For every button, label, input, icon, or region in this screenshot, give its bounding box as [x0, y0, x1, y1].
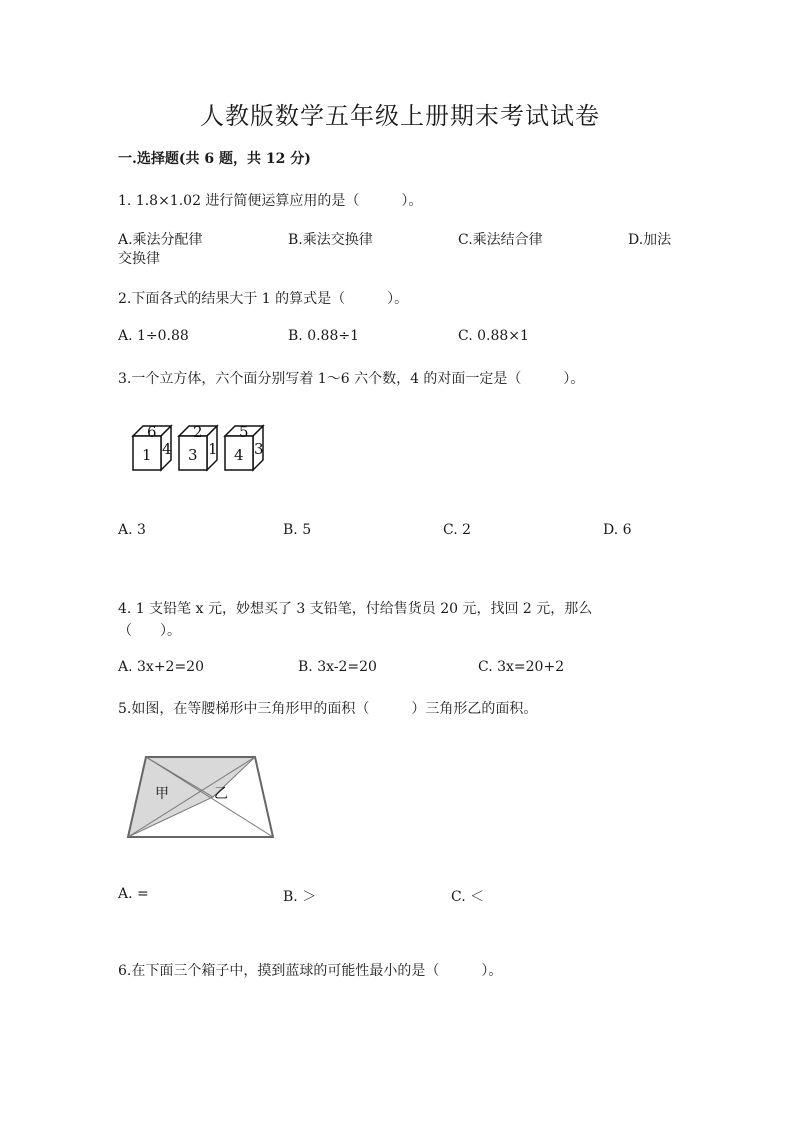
cube-3-front-number: 4 — [234, 446, 244, 464]
cube-3 — [225, 423, 264, 470]
question-4-option-b: B. 3x-2=20 — [298, 659, 377, 675]
cube-1-top-number: 6 — [147, 423, 157, 441]
cube-2-top-number: 2 — [193, 423, 203, 441]
question-3-option-c: C. 2 — [443, 522, 472, 538]
question-4-text-line-2: （ ）。 — [118, 623, 181, 639]
question-2-option-b: B. 0.88÷1 — [288, 328, 359, 344]
cube-1 — [133, 423, 172, 470]
question-2-option-c: C. 0.88×1 — [458, 328, 529, 344]
cube-2-front-number: 3 — [188, 446, 198, 464]
question-4-option-a: A. 3x+2=20 — [118, 659, 204, 675]
question-1-option-a: A.乘法分配律 — [118, 232, 203, 248]
section-heading: 一.选择题(共 6 题，共 12 分) — [118, 151, 311, 167]
trapezoid-figure — [124, 754, 279, 840]
question-3-option-d: D. 6 — [603, 522, 632, 538]
question-6-text: 6.在下面三个箱子中，摸到蓝球的可能性最小的是（ ）。 — [118, 963, 503, 979]
cube-3-side-number: 3 — [254, 440, 264, 458]
cube-2 — [179, 423, 218, 470]
question-5-option-a: A. = — [118, 886, 149, 902]
cube-3-top-number: 5 — [239, 423, 249, 441]
question-3-text: 3.一个立方体，六个面分别写着 1～6 六个数，4 的对面一定是（ ）。 — [118, 371, 585, 387]
question-1-option-d-wrap: 交换律 — [118, 251, 160, 267]
cube-2-side-number: 1 — [208, 440, 218, 458]
question-3-option-a: A. 3 — [118, 522, 146, 538]
cube-1-side-number: 4 — [162, 440, 172, 458]
question-1-option-c: C.乘法结合律 — [458, 232, 543, 248]
question-3-option-b: B. 5 — [283, 522, 312, 538]
label-yi: 乙 — [214, 786, 228, 802]
cubes-figure — [128, 424, 273, 476]
question-1-option-d: D.加法 — [628, 232, 672, 248]
page-title: 人教版数学五年级上册期末考试试卷 — [200, 102, 600, 130]
question-5-option-b: B. ＞ — [283, 889, 317, 905]
question-4-option-c: C. 3x=20+2 — [478, 659, 565, 675]
question-1-option-b: B.乘法交换律 — [288, 232, 373, 248]
question-2-text: 2.下面各式的结果大于 1 的算式是（ ）。 — [118, 291, 409, 307]
question-4-text-line-1: 4. 1 支铅笔 x 元，妙想买了 3 支铅笔，付给售货员 20 元，找回 2 元，那么 — [118, 601, 593, 617]
question-5-text: 5.如图，在等腰梯形中三角形甲的面积（ ）三角形乙的面积。 — [118, 701, 538, 717]
question-5-option-c: C. ＜ — [451, 889, 485, 905]
question-1-text: 1. 1.8×1.02 进行简便运算应用的是（ ）。 — [118, 193, 423, 209]
question-2-option-a: A. 1÷0.88 — [118, 328, 189, 344]
label-jia: 甲 — [155, 786, 169, 802]
cube-1-front-number: 1 — [142, 446, 152, 464]
